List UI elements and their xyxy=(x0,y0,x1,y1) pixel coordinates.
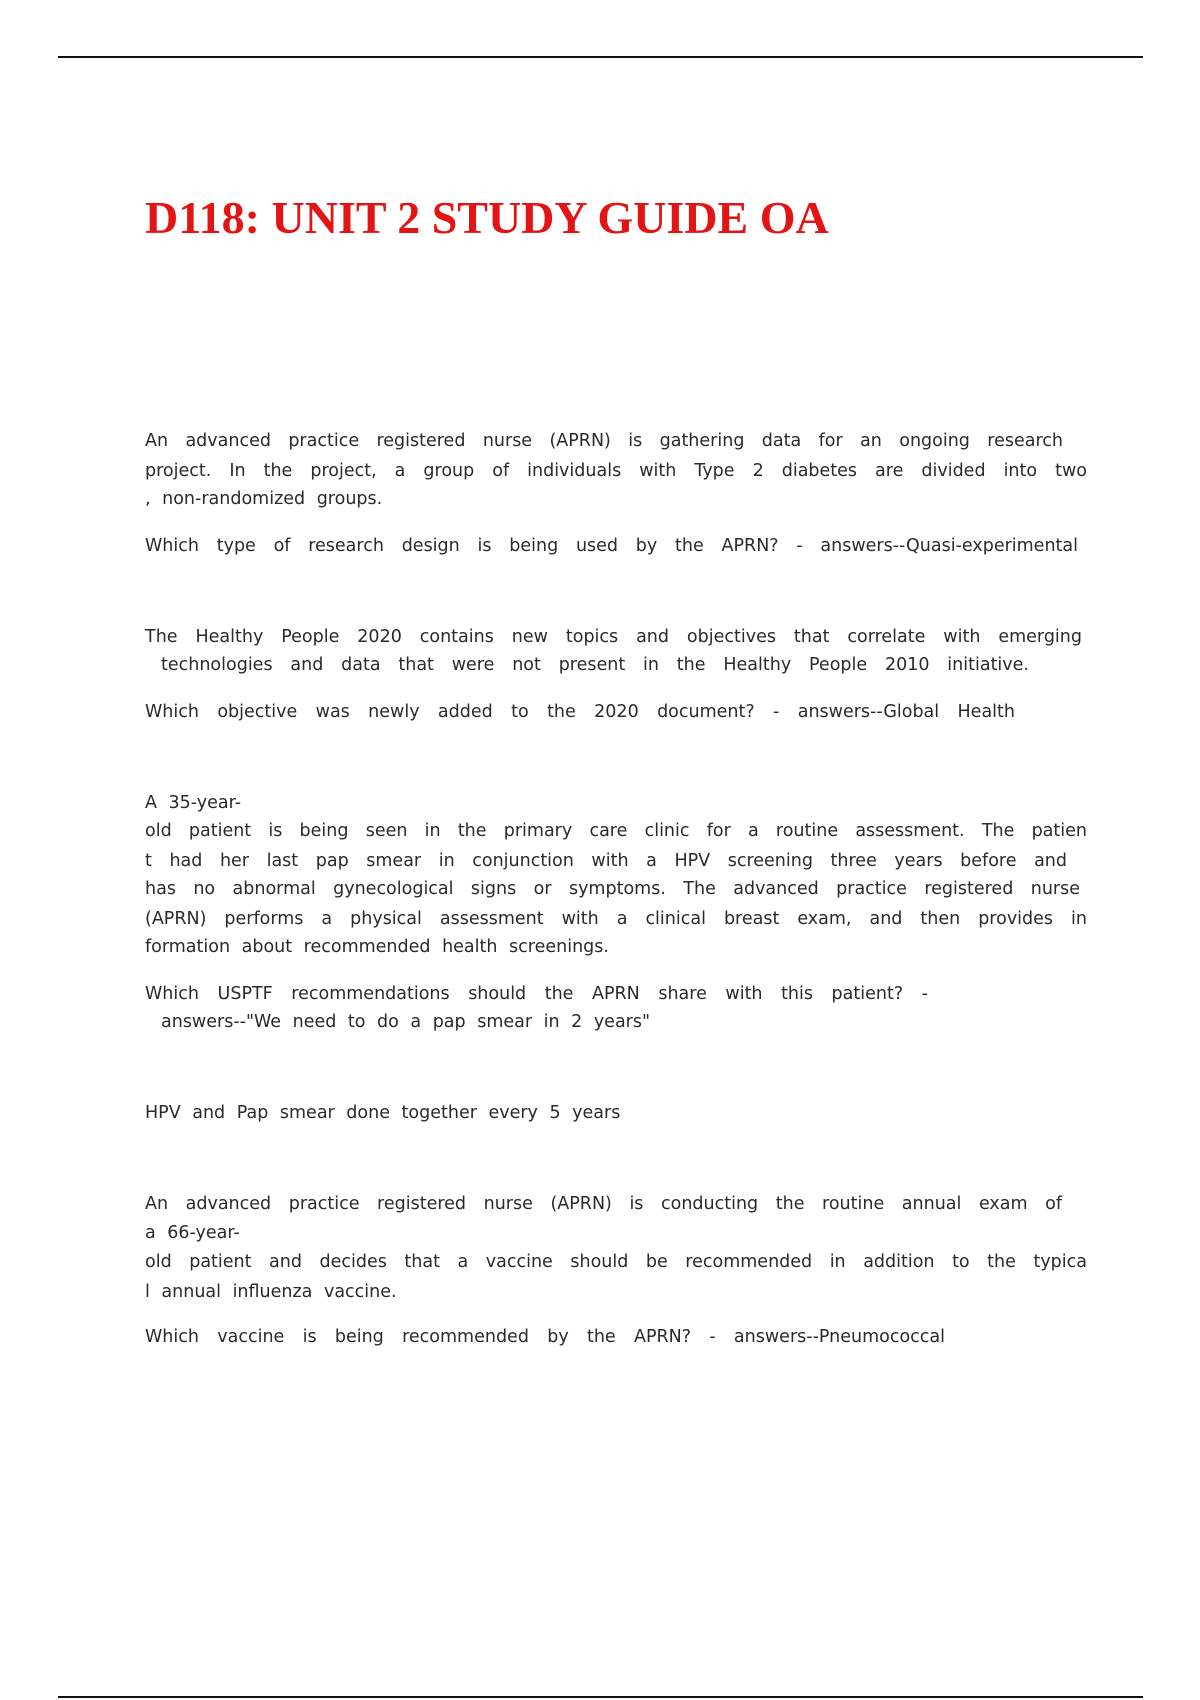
q1-stem-line-2: project. In the project, a group of individuals with Type 2 diabetes are divided into two xyxy=(145,461,1087,481)
q1-question: Which type of research design is being used by the APRN? - answers--Quasi-experimental xyxy=(145,536,1078,556)
q4-question: Which vaccine is being recommended by the APRN? - answers--Pneumococcal xyxy=(145,1327,945,1347)
q2-stem-line-1: The Healthy People 2020 contains new topics and objectives that correlate with emerging xyxy=(145,627,1082,647)
q3-stem-line-4: has no abnormal gynecological signs or symptoms. The advanced practice registered nurse xyxy=(145,879,1080,899)
q3-stem-line-6: formation about recommended health screenings. xyxy=(145,937,609,957)
q3-note: HPV and Pap smear done together every 5 years xyxy=(145,1103,621,1123)
footer-rule xyxy=(58,1696,1143,1698)
q4-stem-line-4: l annual influenza vaccine. xyxy=(145,1282,397,1302)
q3-question-line-1: Which USPTF recommendations should the APRN share with this patient? - xyxy=(145,984,928,1004)
document-title: D118: UNIT 2 STUDY GUIDE OA xyxy=(145,192,829,243)
q2-question: Which objective was newly added to the 2020 document? - answers--Global Health xyxy=(145,702,1015,722)
q3-stem-line-1: A 35-year- xyxy=(145,793,242,813)
header-rule xyxy=(58,56,1143,58)
q3-stem-line-3: t had her last pap smear in conjunction with a HPV screening three years before and xyxy=(145,851,1067,871)
q4-stem-line-2: a 66-year- xyxy=(145,1223,240,1243)
q4-stem-line-1: An advanced practice registered nurse (APRN) is conducting the routine annual exam of xyxy=(145,1194,1062,1214)
q4-stem-line-3: old patient and decides that a vaccine should be recommended in addition to the typica xyxy=(145,1252,1087,1272)
q1-stem-line-3: , non-randomized groups. xyxy=(145,489,383,509)
q1-stem-line-1: An advanced practice registered nurse (APRN) is gathering data for an ongoing research xyxy=(145,431,1063,451)
q3-question-line-2: answers--"We need to do a pap smear in 2 years" xyxy=(161,1012,651,1032)
q3-stem-line-2: old patient is being seen in the primary care clinic for a routine assessment. The patien xyxy=(145,821,1087,841)
q2-stem-line-2: technologies and data that were not present in the Healthy People 2010 initiative. xyxy=(161,655,1029,675)
q3-stem-line-5: (APRN) performs a physical assessment with a clinical breast exam, and then provides in xyxy=(145,909,1087,929)
